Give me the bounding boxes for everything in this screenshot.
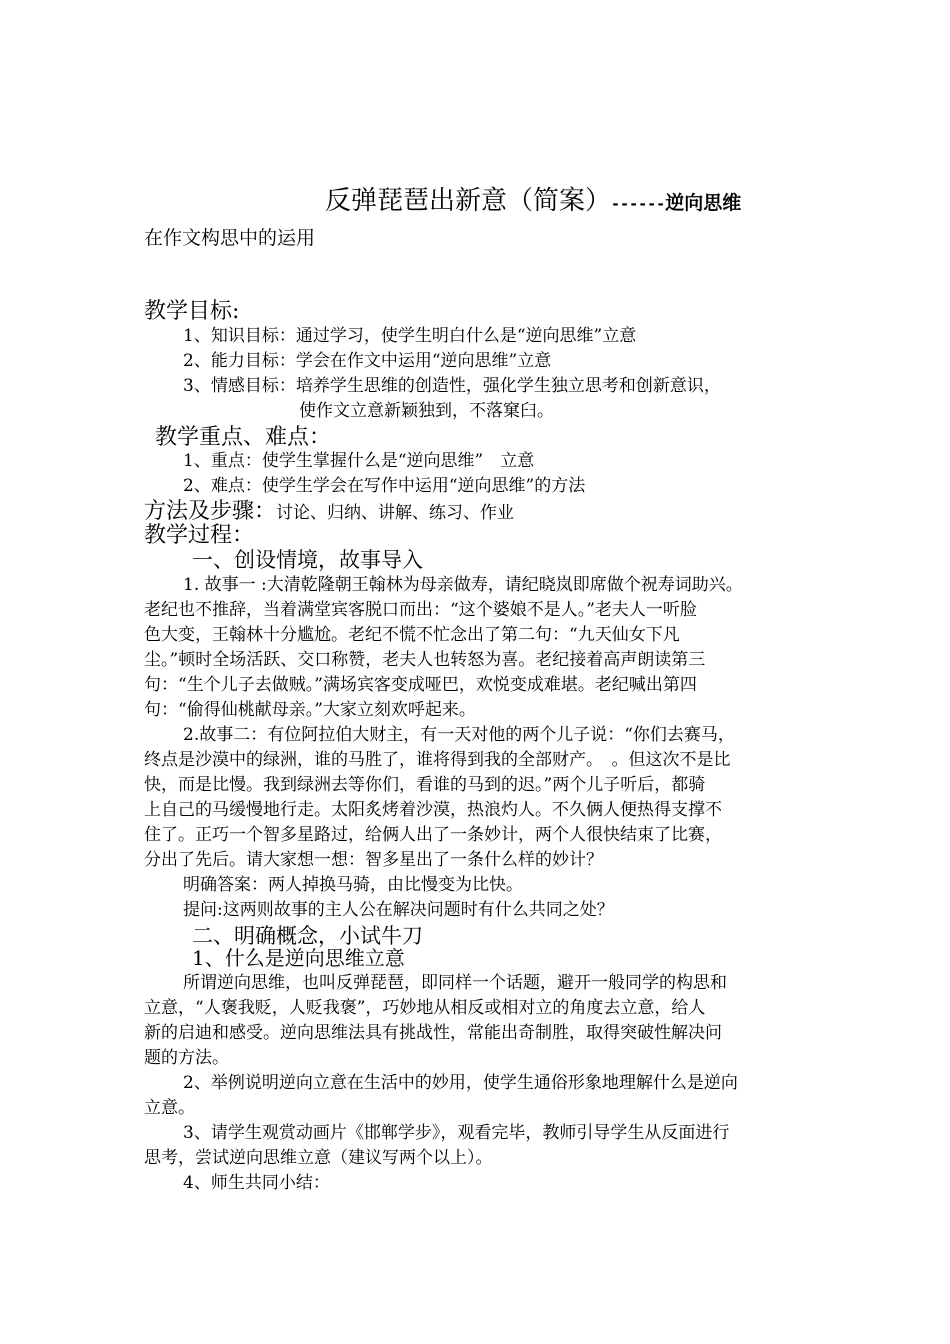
- story2-line-3: 快，而是比慢。我到绿洲去等你们，看谁的马到的迟。”两个儿子听后，都骑: [144, 775, 706, 795]
- para1-line-3: 新的启迪和感受。逆向思维法具有挑战性，常能出奇制胜，取得突破性解决问: [144, 1023, 722, 1043]
- section-1-heading: 一、创设情境，故事导入: [192, 548, 423, 572]
- method-text: 讨论、归纳、讲解、练习、作业: [276, 503, 515, 523]
- story1-line-6: 句：“偷得仙桃献母亲。”大家立刻欢呼起来。: [144, 700, 476, 720]
- para2-line-2: 立意。: [144, 1098, 195, 1118]
- key-2: 2、难点：使学生学会在写作中运用“逆向思维”的方法: [183, 476, 586, 496]
- story2-line-6: 分出了先后。请大家想一想：智多星出了一条什么样的妙计？: [144, 850, 603, 870]
- para3-line-2: 思考，尝试逆向思维立意（建议写两个以上）。: [144, 1148, 493, 1168]
- story2-line-1: 2.故事二：有位阿拉伯大财主，有一天对他的两个儿子说：“你们去赛马，: [183, 725, 735, 745]
- key-1: 1、重点：使学生掌握什么是“逆向思维” 立意: [183, 451, 535, 471]
- subsection-1-heading: 1、什么是逆向思维立意: [192, 946, 405, 970]
- question-line: 提问:这两则故事的主人公在解决问题时有什么共同之处？: [183, 900, 614, 920]
- title-line-2: 在作文构思中的运用: [144, 227, 316, 249]
- answer-line: 明确答案：两人掉换马骑，由比慢变为比快。: [183, 875, 523, 895]
- story2-line-4: 上自己的马缓慢地行走。太阳炙烤着沙漠，热浪灼人。不久俩人便热得支撑不: [144, 800, 722, 820]
- story1-line-5: 句：“生个儿子去做贼。”满场宾客变成哑巴，欢悦变成难堪。老纪喊出第四: [144, 675, 697, 695]
- section-2-heading: 二、明确概念，小试牛刀: [192, 924, 423, 948]
- goal-1: 1、知识目标：通过学习，使学生明白什么是“逆向思维”立意: [183, 326, 637, 346]
- process-heading: 教学过程：: [144, 523, 255, 548]
- key-heading: 教学重点、难点：: [155, 425, 332, 450]
- para1-line-4: 题的方法。: [144, 1048, 229, 1068]
- story1-line-1: 1. 故事一 :大清乾隆朝王翰林为母亲做寿，请纪晓岚即席做个祝寿词助兴。: [183, 575, 743, 595]
- title-tail: 逆向思维: [665, 192, 742, 214]
- goal-2: 2、能力目标：学会在作文中运用“逆向思维”立意: [183, 351, 552, 371]
- para3-line-1: 3、请学生观赏动画片《邯郸学步》，观看完毕，教师引导学生从反面进行: [183, 1123, 730, 1143]
- goals-heading: 教学目标:: [144, 299, 240, 324]
- story1-line-2: 老纪也不推辞，当着满堂宾客脱口而出：“这个婆娘不是人。”老夫人一听脸: [144, 600, 697, 620]
- para1-line-1: 所谓逆向思维，也叫反弹琵琶，即同样一个话题，避开一般同学的构思和: [183, 973, 727, 993]
- story2-line-5: 住了。正巧一个智多星路过，给俩人出了一条妙计，两个人很快结束了比赛，: [144, 825, 722, 845]
- story2-line-2: 终点是沙漠中的绿洲，谁的马胜了，谁将得到我的全部财产。 。但这次不是比: [144, 750, 731, 770]
- para1-line-2: 立意，“人褒我贬，人贬我褒”，巧妙地从相反或相对立的角度去立意，给人: [144, 998, 706, 1018]
- goal-3a: 3、情感目标：培养学生思维的创造性，强化学生独立思考和创新意识，: [183, 376, 721, 396]
- goal-3b: 使作文立意新颖独到，不落窠臼。: [299, 401, 554, 421]
- story1-line-4: 尘。”顿时全场活跃、交口称赞，老夫人也转怒为喜。老纪接着高声朗读第三: [144, 650, 706, 670]
- method-heading: 方法及步骤：: [144, 499, 277, 524]
- title-dashes: ------: [611, 195, 666, 213]
- para2-line-1: 2、举例说明逆向立意在生活中的妙用，使学生通俗形象地理解什么是逆向: [183, 1073, 738, 1093]
- title-main: 反弹琵琶出新意（简案）: [325, 186, 612, 216]
- para4-line: 4、师生共同小结：: [183, 1173, 330, 1193]
- story1-line-3: 色大变，王翰林十分尴尬。老纪不慌不忙念出了第二句：“九天仙女下凡: [144, 625, 680, 645]
- title-line-1: [325, 184, 741, 218]
